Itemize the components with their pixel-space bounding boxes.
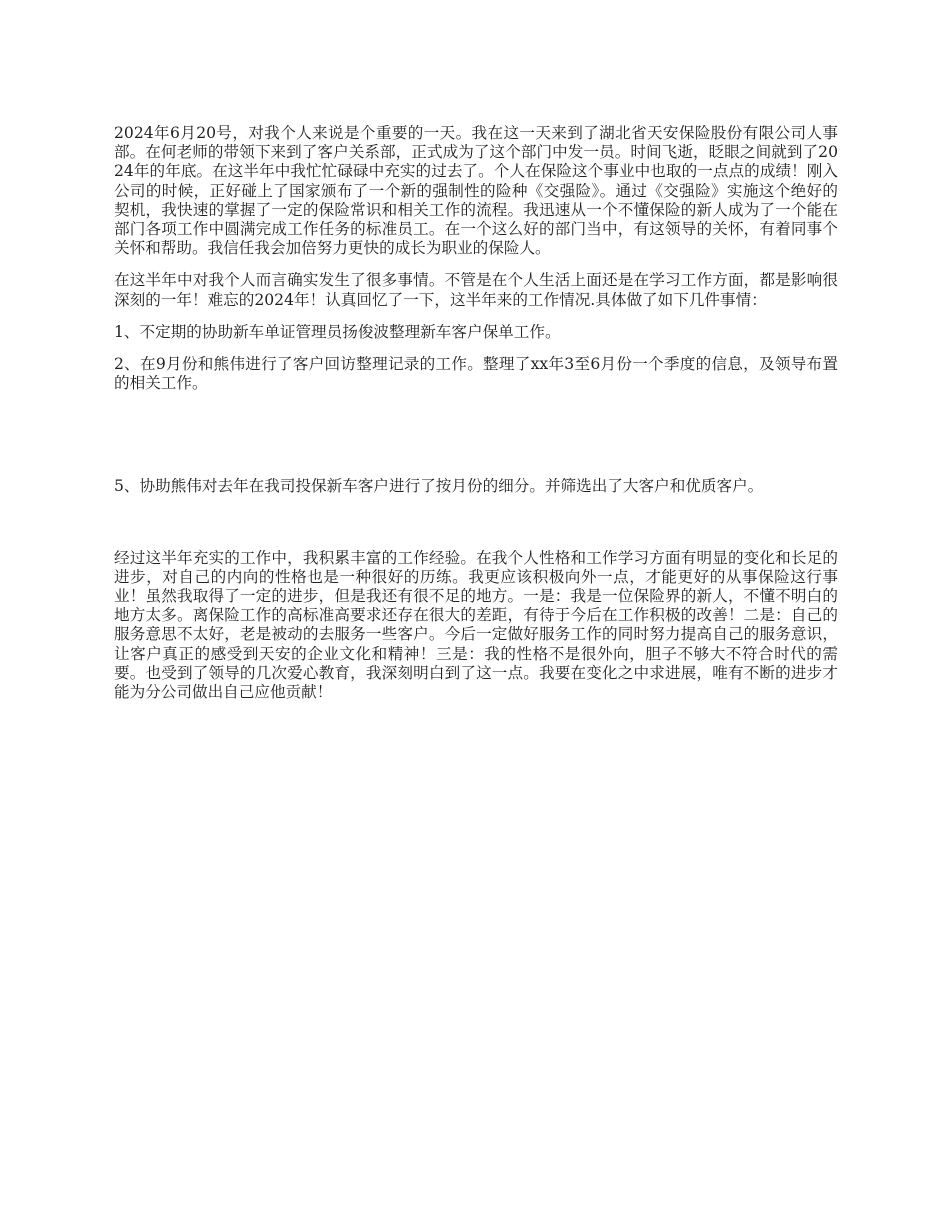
paragraph-conclusion: 经过这半年充实的工作中，我积累丰富的工作经验。在我个人性格和工作学习方面有明显的变化和长足的进步，对自己的内向的性格也是一种很好的历练。我更应该积极向外一点，才能更好的从事保险这行事业！虽然我取得了一定的进步，但是我还有很不足的地方。一是：我是一位保险界的新人，不懂不明白的地方太多。离保险工作的高标准高要求还存在很大的差距，有待于今后在工作积极的改善！二是：自己的服务意思不太好，老是被动的去服务一些客户。今后一定做好服务工作的同时努力提高自己的服务意识，让客户真正的感受到天安的企业文化和精神！三是：我的性格不是很外向，胆子不够大不符合时代的需要。也受到了领导的几次爱心教育，我深刻明白到了这一点。我要在变化之中求进展，唯有不断的进步才能为分公司做出自己应他贡献！ [114, 548, 838, 702]
list-item-5: 5、协助熊伟对去年在我司投保新车客户进行了按月份的细分。并筛选出了大客户和优质客户。 [114, 477, 764, 496]
list-item-2: 2、在9月份和熊伟进行了客户回访整理记录的工作。整理了xx年3至6月份一个季度的信息，及领导布置的相关工作。 [114, 355, 838, 393]
paragraph-intro: 2024年6月20号，对我个人来说是个重要的一天。我在这一天来到了湖北省天安保险股份有限公司人事部。在何老师的带领下来到了客户关系部，正式成为了这个部门中发一员。时间飞逝，眨眼之间就到了2024年的年底。在这半年中我忙忙碌碌中充实的过去了。个人在保险这个事业中也取的一点点的成绩！刚入公司的时候，正好碰上了国家颁布了一个新的强制性的险种《交强险》。通过《交强险》实施这个绝好的契机，我快速的掌握了一定的保险常识和相关工作的流程。我迅速从一个不懂保险的新人成为了一个能在部门各项工作中圆满完成工作任务的标准员工。在一个这么好的部门当中，有这领导的关怀，有着同事个关怀和帮助。我信任我会加倍努力更快的成长为职业的保险人。 [114, 124, 838, 258]
document-body [114, 124, 838, 702]
paragraph-summary: 在这半年中对我个人而言确实发生了很多事情。不管是在个人生活上面还是在学习工作方面，都是影响很深刻的一年！难忘的2024年！认真回忆了一下，这半年来的工作情况.具体做了如下几件事情： [114, 271, 838, 309]
list-item-1: 1、不定期的协助新车单证管理员扬俊波整理新车客户保单工作。 [114, 322, 561, 341]
